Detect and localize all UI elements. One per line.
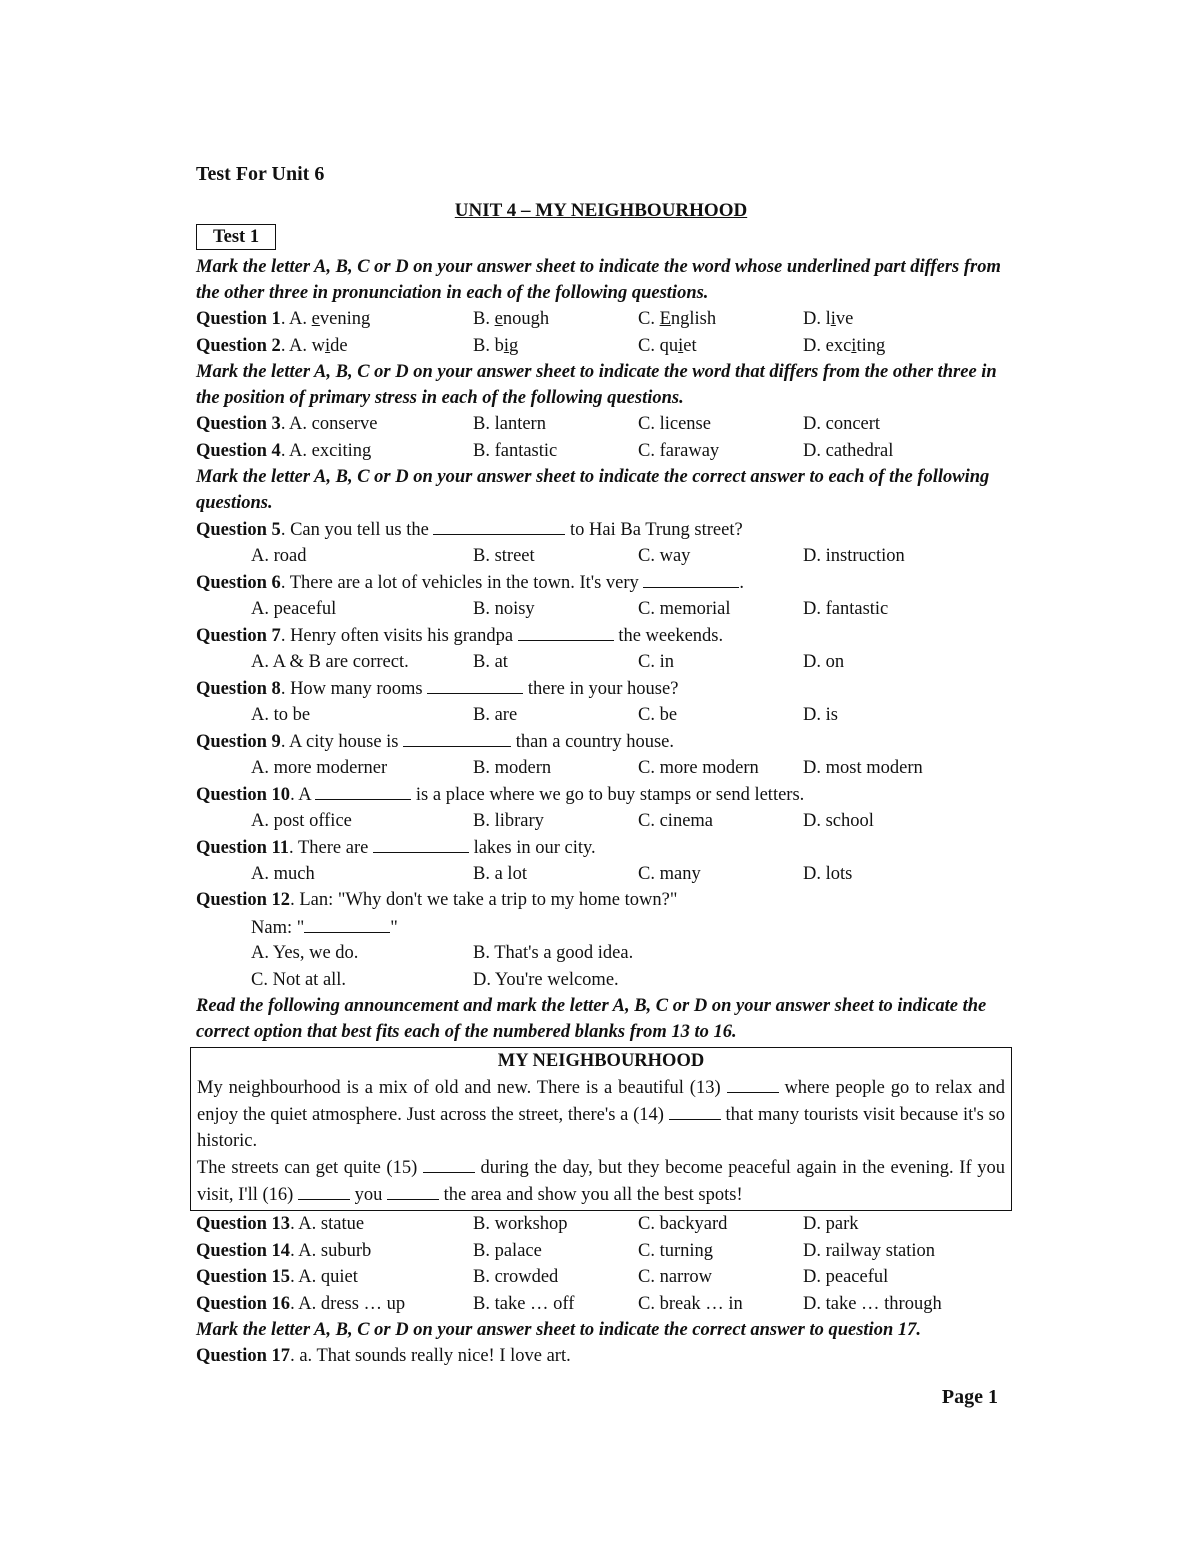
answer-blank [403,728,511,747]
question-stem-10: Question 10. A is a place where we go to buy stamps or send letters. [196,781,1006,808]
option-c: C. backyard [638,1214,728,1234]
stem-text: a. That sounds really nice! I love art. [299,1346,571,1366]
reading-passage [190,1047,1012,1211]
option-b: B. b [473,335,504,356]
option-c: C. many [638,863,701,884]
option-a-rest: vening [319,309,371,329]
dialogue-line-nam [196,914,1006,941]
document-page [196,160,1006,1370]
question-label: Question 14 [196,1240,291,1261]
option-c: C. qu [638,335,679,356]
stem-text: Henry often visits his grandpa [290,626,514,646]
option-a: A. much [251,863,315,884]
unit-title: UNIT 4 – MY NEIGHBOURHOOD [454,200,748,221]
underlined-part: i [830,309,836,329]
stem-text: . [739,573,745,593]
options-row-12b [196,967,1006,994]
option-a: A. quiet [298,1267,358,1287]
option-c: C. way [638,545,691,566]
option-c: C. Not at all. [251,969,347,990]
options-row-12a [196,940,1006,967]
option-b: B. lantern [473,414,546,434]
option-a-rest: de [330,335,348,356]
underlined-part: i [325,335,331,356]
question-row-3: Question 3. A. conserve B. lantern C. license D. concert [196,411,1006,438]
option-d: D. take … through [803,1293,942,1314]
option-b: B. fantastic [473,440,558,461]
test-label-box: Test 1 [196,224,276,250]
options-row-5 [196,543,1006,570]
stem-text: is a place where we go to buy stamps or send letters. [415,785,805,805]
option-a: A. to be [251,704,311,725]
question-stem-8: Question 8. How many rooms there in your house? [196,675,1006,702]
option-c: C. faraway [638,440,720,461]
answer-blank [304,914,390,933]
question-label: Question 15 [196,1267,291,1287]
option-b: B. noisy [473,598,535,619]
option-b: B. are [473,704,518,725]
question-label: Question 11 [196,838,290,858]
question-label: Question 9 [196,732,281,752]
option-b: B. modern [473,757,552,778]
option-d: D. concert [803,414,881,434]
answer-blank [727,1074,779,1093]
option-c: C. more modern [638,757,759,778]
question-row-13: Question 13. A. statue B. workshop C. backyard D. park [196,1211,1006,1238]
option-a: A. conserve [289,414,378,434]
option-a: A. [289,309,312,329]
question-label: Question 8 [196,679,281,699]
underlined-part: e [494,309,503,329]
question-label: Question 17 [196,1346,291,1366]
option-a: A. more moderner [251,757,388,778]
option-a: A. dress … up [298,1293,406,1314]
options-row-7 [196,649,1006,676]
option-b: B. street [473,545,535,566]
option-c: C. [638,309,660,329]
underlined-part: E [659,309,671,329]
answer-blank [373,834,469,853]
option-b: B. a lot [473,863,527,884]
passage-text: My neighbourhood is a mix of old and new. There is a beautiful (13) [197,1078,721,1098]
option-b: B. That's a good idea. [473,943,634,963]
passage-text: The streets can get quite (15) [197,1158,418,1178]
option-a: A. exciting [289,440,372,461]
answer-blank [643,569,739,588]
option-c-rest: nglish [670,309,717,329]
question-stem-12: Question 12. Lan: "Why don't we take a trip to my home town?" [196,890,678,910]
stem-text: than a country house. [515,732,675,752]
option-c: C. narrow [638,1267,712,1287]
question-stem-17: Question 17. a. That sounds really nice! I love art. [196,1346,571,1366]
option-c-rest: et [683,335,697,356]
option-b-rest: g [508,335,519,356]
option-d: D. instruction [803,545,905,566]
underlined-part: e [311,309,320,329]
option-d: D. park [803,1214,859,1234]
question-row-16: Question 16. A. dress … up B. take … off C. break … in D. take … through [196,1291,1006,1318]
instruction-pronunciation: Mark the letter A, B, C or D on your answer sheet to indicate the word whose underlined part differs from the other three in pronunciation in each of the following questions. [196,257,1001,303]
option-a: A. post office [251,810,352,831]
instruction-correct-answer: Mark the letter A, B, C or D on your answer sheet to indicate the correct answer to each of the following questions. [196,467,990,513]
question-label: Question 10 [196,785,291,805]
option-d: D. You're welcome. [473,969,619,990]
stem-text: the weekends. [618,626,724,646]
option-a: A. statue [298,1214,365,1234]
option-b: B. crowded [473,1267,559,1287]
question-label: Question 6 [196,573,281,593]
stem-text: A [298,785,311,805]
option-d: D. school [803,810,874,831]
option-b: B. palace [473,1240,542,1261]
stem-text: Can you tell us the [290,520,429,540]
question-stem-7: Question 7. Henry often visits his grandpa the weekends. [196,622,1006,649]
option-d: D. l [803,309,831,329]
option-b: B. library [473,810,544,831]
option-d: D. exc [803,335,852,356]
option-d: D. cathedral [803,440,894,461]
option-b: B. take … off [473,1293,575,1314]
question-label: Question 3 [196,414,281,434]
option-b: B. workshop [473,1214,568,1234]
question-label: Question 16 [196,1293,291,1314]
question-label: Question 13 [196,1214,291,1234]
question-label: Question 7 [196,626,281,646]
underlined-part: i [503,335,509,356]
question-stem-9: Question 9. A city house is than a country house. [196,728,1006,755]
option-a: A. A & B are correct. [251,651,409,672]
question-row-1: Question 1. A. evening B. enough C. English D. live [196,309,854,329]
option-d: D. railway station [803,1240,936,1261]
stem-text: A city house is [289,732,399,752]
instruction-stress: Mark the letter A, B, C or D on your answer sheet to indicate the word that differs from the other three in the position of primary stress in each of the following questions. [196,362,997,408]
stem-text: " [390,917,398,938]
question-row-2: Question 2. A. wide B. big C. quiet D. exciting [196,335,886,356]
instruction-reading: Read the following announcement and mark the letter A, B, C or D on your answer sheet to indicate the correct option that best fits each of the numbered blanks from 13 to 16. [196,996,987,1042]
option-c: C. break … in [638,1293,743,1314]
passage-paragraph-2 [197,1154,1005,1208]
underlined-part: i [678,335,684,356]
stem-text: Nam: " [251,917,305,938]
page-number: Page 1 [941,1386,998,1408]
question-label: Question 2 [196,335,281,356]
option-d: D. fantastic [803,598,889,619]
option-d: D. on [803,651,845,672]
answer-blank [518,622,614,641]
answer-blank [427,675,523,694]
question-row-14: Question 14. A. suburb B. palace C. turning D. railway station [196,1238,1006,1265]
question-label: Question 5 [196,520,281,540]
option-c: C. turning [638,1240,714,1261]
question-stem-5: Question 5. Can you tell us the to Hai Ba Trung street? [196,516,1006,543]
answer-blank [387,1181,439,1200]
stem-text: How many rooms [290,679,423,699]
stem-text: lakes in our city. [473,838,596,858]
option-c: C. memorial [638,598,731,619]
stem-text: There are a lot of vehicles in the town. It's very [289,573,639,593]
passage-text: during the day, but they become peaceful again in the evening. If you visit, I'll (16) [197,1158,1005,1205]
answer-blank [315,781,411,800]
option-c: C. in [638,651,674,672]
option-d: D. is [803,704,838,725]
option-b: B. [473,309,495,329]
option-d: D. lots [803,863,853,884]
option-c: C. license [638,414,711,434]
stem-text: to Hai Ba Trung street? [570,520,743,540]
question-row-15: Question 15. A. quiet B. crowded C. narrow D. peaceful [196,1264,1006,1291]
option-a: A. suburb [298,1240,372,1261]
option-d-rest: ting [856,335,886,356]
option-b: B. at [473,651,508,672]
passage-text: where people go to relax and enjoy the quiet atmosphere. Just across the street, there's a (14) [197,1078,1005,1125]
options-row-8 [196,702,1006,729]
options-row-11 [196,861,1006,888]
stem-text: There are [297,838,369,858]
option-d: D. most modern [803,757,923,778]
stem-text: Lan: "Why don't we take a trip to my home town?" [299,890,678,910]
answer-blank [423,1154,475,1173]
question-label: Question 12 [196,890,291,910]
answer-blank [298,1181,350,1200]
question-stem-11: Question 11. There are lakes in our city. [196,834,1006,861]
question-label: Question 4 [196,440,281,461]
options-row-6 [196,596,1006,623]
option-a: A. w [289,335,326,356]
options-row-9 [196,755,1006,782]
option-d-rest: ve [835,309,854,329]
question-row-4: Question 4. A. exciting B. fantastic C. faraway D. cathedral [196,438,1006,465]
answer-blank [669,1101,721,1120]
option-a: A. Yes, we do. [251,943,359,963]
passage-text: that many tourists visit because it's so historic. [197,1105,1006,1151]
option-c: C. be [638,704,678,725]
stem-text: there in your house? [527,679,679,699]
option-a: A. road [251,545,307,566]
option-c: C. cinema [638,810,714,831]
option-d: D. peaceful [803,1267,889,1287]
option-a: A. peaceful [251,598,337,619]
passage-text: the area and show you all the best spots! [443,1185,743,1205]
document-title: Test For Unit 6 [196,163,325,185]
underlined-part: i [851,335,857,356]
passage-text: you [354,1185,383,1205]
question-stem-6: Question 6. There are a lot of vehicles in the town. It's very . [196,569,1006,596]
options-row-10 [196,808,1006,835]
answer-blank [433,516,565,535]
option-b-rest: nough [502,309,550,329]
instruction-question-17: Mark the letter A, B, C or D on your answer sheet to indicate the correct answer to question 17. [196,1320,921,1340]
passage-title: MY NEIGHBOURHOOD [497,1051,705,1071]
passage-paragraph-1 [197,1074,1005,1154]
question-label: Question 1 [196,309,281,329]
